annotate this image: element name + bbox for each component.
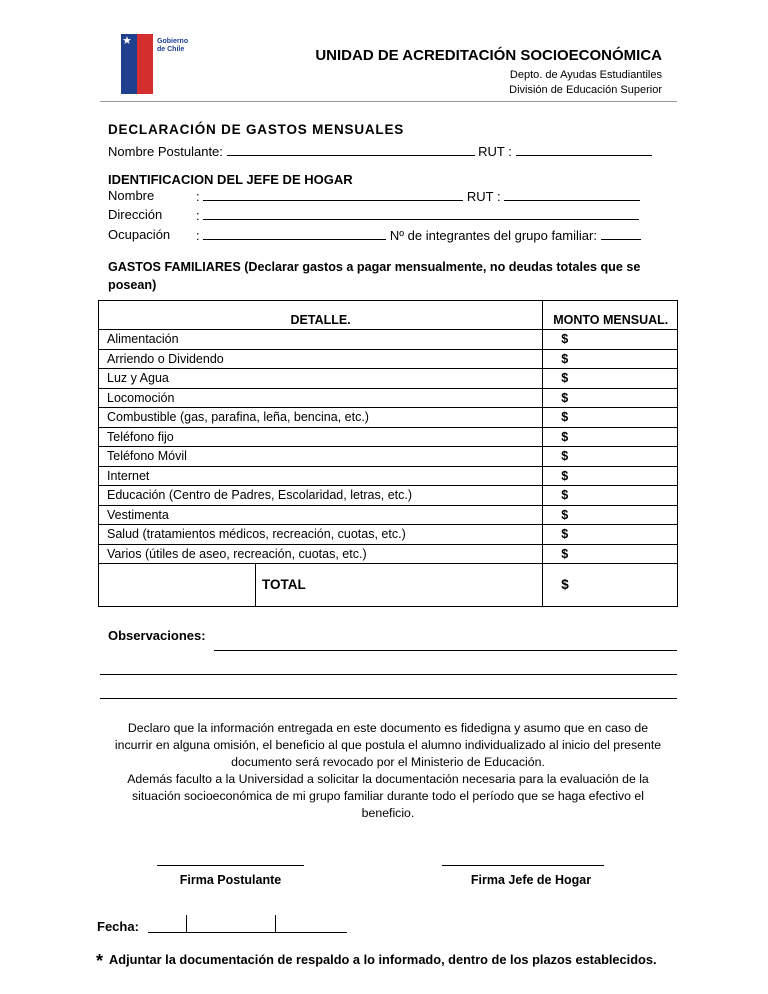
row-label: Teléfono fijo [99,427,543,447]
fecha-separator [186,915,187,933]
observaciones-line-3[interactable] [100,698,677,699]
jefe-direccion-field[interactable] [203,207,639,220]
jefe-ocupacion-field[interactable] [203,227,386,240]
row-amount-field[interactable]: $ [543,330,678,350]
row-label: Varios (útiles de aseo, recreación, cuotas, etc.) [99,544,543,564]
department-label: Depto. de Ayudas Estudiantiles [509,69,662,81]
postulante-rut-field[interactable] [516,143,652,156]
total-amount-field[interactable]: $ [543,564,678,607]
row-amount-field[interactable]: $ [543,447,678,467]
gobierno-de-chile-logo [121,34,187,94]
signature-label-jefe: Firma Jefe de Hogar [470,873,592,887]
signature-line-postulante[interactable] [157,865,304,866]
signature-label-postulante: Firma Postulante [179,873,282,887]
jefe-section-title: IDENTIFICACION DEL JEFE DE HOGAR [108,172,353,187]
star-icon: ★ [122,35,132,47]
footnote-text: Adjuntar la documentación de respaldo a lo informado, dentro de los plazos establecidos. [109,952,657,967]
row-label: Educación (Centro de Padres, Escolaridad, letras, etc.) [99,486,543,506]
row-label: Locomoción [99,388,543,408]
colon: : [196,208,200,223]
row-amount-field[interactable]: $ [543,544,678,564]
fecha-separator [275,915,276,933]
row-amount-field[interactable]: $ [543,369,678,389]
fecha-field[interactable] [148,932,347,933]
total-row [99,564,678,607]
row-amount-field[interactable]: $ [543,466,678,486]
table-row [99,369,678,389]
jefe-rut-label: RUT : [466,189,501,204]
header-monto: MONTO MENSUAL. [543,301,678,330]
postulante-label: Nombre Postulante: [108,144,223,159]
colon: : [196,189,200,204]
declaration-line: Además faculto a la Universidad a solicitar la documentación necesaria para la evaluación de la [127,772,649,786]
row-amount-field[interactable]: $ [543,427,678,447]
row-label: Arriendo o Dividendo [99,349,543,369]
observaciones-label: Observaciones: [108,628,206,643]
total-label: TOTAL [255,564,306,606]
table-row [99,486,678,506]
row-label: Salud (tratamientos médicos, recreación, cuotas, etc.) [99,525,543,545]
fecha-label: Fecha: [97,919,139,934]
row-amount-field[interactable]: $ [543,505,678,525]
integrantes-field[interactable] [601,227,641,240]
division-label: División de Educación Superior [509,84,662,96]
declaration-line: Declaro que la información entregada en este documento es fidedigna y asumo que en caso de [127,721,649,735]
jefe-ocupacion-row [196,227,641,243]
jefe-direccion-label: Dirección [108,207,163,222]
table-row [99,388,678,408]
table-header-row [99,301,678,330]
observaciones-line-1[interactable] [214,650,677,651]
logo-text-1: Gobierno [157,38,189,45]
header-detalle: DETALLE. [99,301,543,330]
postulante-name-field[interactable] [227,143,475,156]
gastos-title-line2: posean) [108,278,157,292]
jefe-nombre-label: Nombre [108,188,155,203]
declaration-line: situación socioeconómica de mi grupo familiar durante todo el período que se haga efectivo el [132,789,644,803]
observaciones-line-2[interactable] [100,674,677,675]
gastos-section-title [108,258,640,294]
logo-blue-band [121,34,137,94]
signature-line-jefe[interactable] [442,865,604,866]
jefe-ocupacion-label: Ocupación [108,227,171,242]
page-title: UNIDAD DE ACREDITACIÓN SOCIOECONÓMICA [315,47,662,64]
row-amount-field[interactable]: $ [543,486,678,506]
row-amount-field[interactable]: $ [543,349,678,369]
gastos-title-line1: GASTOS FAMILIARES (Declarar gastos a pagar mensualmente, no deudas totales que se [108,260,641,274]
postulante-row [108,143,652,159]
table-row [99,427,678,447]
postulante-rut-label: RUT : [478,144,512,159]
declaration-line: beneficio. [361,806,415,820]
form-title: DECLARACIÓN DE GASTOS MENSUALES [108,122,405,137]
declaration-text [100,720,676,822]
row-label: Combustible (gas, parafina, leña, bencina, etc.) [99,408,543,428]
integrantes-label: Nº de integrantes del grupo familiar: [389,228,597,243]
header-divider [100,101,677,102]
row-amount-field[interactable]: $ [543,525,678,545]
jefe-nombre-row [196,188,640,204]
row-label: Teléfono Móvil [99,447,543,467]
table-row [99,330,678,350]
row-label: Vestimenta [99,505,543,525]
row-label: Alimentación [99,330,543,350]
footnote [96,951,657,972]
table-row [99,447,678,467]
row-label: Luz y Agua [99,369,543,389]
row-amount-field[interactable]: $ [543,408,678,428]
declaration-line: incurrir en alguna omisión, el beneficio al que postula el alumno individualizado al inicio del presente [114,738,662,752]
expenses-table [98,300,678,607]
row-label: Internet [99,466,543,486]
table-row [99,525,678,545]
row-amount-field[interactable]: $ [543,388,678,408]
jefe-nombre-field[interactable] [203,188,463,201]
table-row [99,505,678,525]
table-row [99,544,678,564]
asterisk-icon: * [96,951,104,971]
table-row [99,466,678,486]
table-row [99,408,678,428]
logo-red-band [137,34,153,94]
declaration-line: documento será revocado por el Ministerio de Educación. [231,755,545,769]
colon: : [196,228,200,243]
logo-text-2: de Chile [157,46,185,53]
jefe-rut-field[interactable] [504,188,640,201]
jefe-direccion-row [196,207,639,223]
table-row [99,349,678,369]
